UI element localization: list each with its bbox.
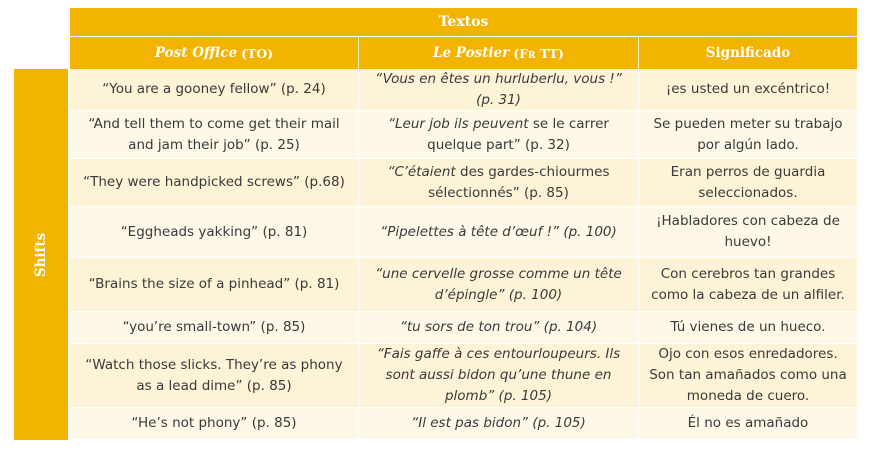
table-cell-le-postier [359,159,639,207]
shifts-side-label [14,69,70,440]
table-cell-post-office: “And tell them to come get their mail and jam their job” (p. 25) [70,111,359,159]
table-cell-post-office: “You are a gooney fellow” (p. 24) [70,69,359,111]
table-cell-significado: Tú vienes de un hueco. [639,312,857,344]
le-postier-italic-text: “Fais gaffe à ces entourloupeurs. Ils sont aussi bidon qu’une thune en plomb” (p. 105) [376,346,621,404]
table-cell-le-postier [359,258,639,312]
table-cell-post-office: “Brains the size of a pinhead” (p. 81) [70,258,359,312]
table-cell-post-office: “They were handpicked screws” (p.68) [70,159,359,207]
table-cell-le-postier [359,207,639,258]
le-postier-italic-text: “tu sors de ton trou” (p. 104) [399,319,598,335]
column-header-le-postier [359,37,639,69]
table-cell-significado: ¡Habladores con cabeza de huevo! [639,207,857,258]
column-header-le-postier-title: Le Postier [433,45,510,61]
table-cell-significado: Eran perros de guardia seleccionados. [639,159,857,207]
column-header-le-postier-abbr: (Fr TT) [513,45,564,61]
table-cell-significado: ¡es usted un excéntrico! [639,69,857,111]
le-postier-italic-text: “une cervelle grosse comme un tête d’épingle” (p. 100) [375,265,622,303]
table-cell-le-postier [359,344,639,408]
column-header-significado: Significado [639,37,857,69]
table-corner [0,0,70,69]
table-cell-post-office: “He’s not phony” (p. 85) [70,408,359,440]
column-header-post-office [70,37,359,69]
le-postier-italic-text: “Vous en êtes un hurluberlu, vous !” (p. 31) [375,70,622,108]
table-cell-post-office: “Eggheads yakking” (p. 81) [70,207,359,258]
table-cell-significado: Con cerebros tan grandes como la cabeza de un alfiler. [639,258,857,312]
table-cell-significado: Ojo con esos enredadores. Son tan amañados como una moneda de cuero. [639,344,857,408]
shifts-label-text: Shifts [33,232,49,277]
table-cell-post-office: “you’re small-town” (p. 85) [70,312,359,344]
le-postier-italic-text: “C’étaient [387,163,456,180]
le-postier-plain-text: des gardes-chiourmes sélectionnés” (p. 85) [428,163,610,201]
table-cell-le-postier [359,69,639,111]
column-header-post-office-title: Post Office [154,45,238,61]
table-cell-le-postier [359,111,639,159]
table-cell-significado: Él no es amañado [639,408,857,440]
le-postier-italic-text: “Leur job ils peuvent [388,115,529,132]
le-postier-plain-text: se le carrer quelque part” (p. 32) [427,115,609,153]
table-cell-significado: Se pueden meter su trabajo por algún lado. [639,111,857,159]
table-cell-le-postier [359,408,639,440]
table-title: Textos [70,8,857,37]
table-cell-post-office: “Watch those slicks. They’re as phony as a lead dime” (p. 85) [70,344,359,408]
le-postier-italic-text: “Pipelettes à tête d’œuf !” (p. 100) [380,223,617,240]
table-cell-le-postier [359,312,639,344]
column-header-post-office-abbr: (TO) [241,45,274,61]
le-postier-italic-text: “Il est pas bidon” (p. 105) [411,415,586,431]
